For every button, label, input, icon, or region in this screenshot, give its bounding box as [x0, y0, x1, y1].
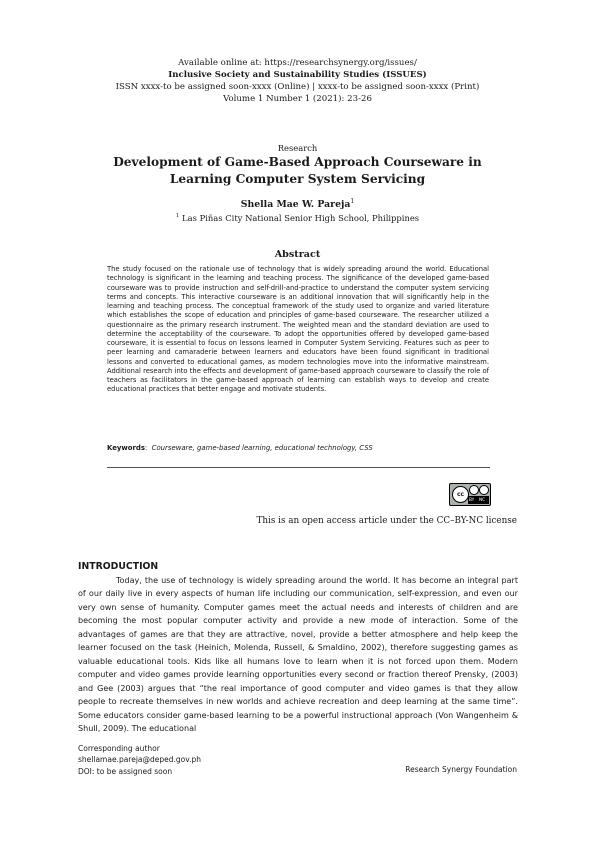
section-divider	[107, 467, 490, 468]
affiliation-superscript: 1	[175, 213, 180, 220]
journal-name: Inclusive Society and Sustainability Studies (ISSUES)	[168, 70, 427, 80]
affiliation-text: Las Piñas City National Senior High School, Philippines	[179, 213, 420, 223]
author-line	[0, 198, 595, 210]
introduction-paragraph: Today, the use of technology is widely spreading around the world. It has become an integral part of our daily live in every aspects of human life including our communication, self-expression, and even our very own sense of humanity. Computer games meet the actual needs and interests of children and are becoming the most popular computer activity and provide a new mode of interaction. Some of the advantages of games are that they are attractive, novel, provide a better atmosphere and help keep the learner focused on the task (Heinich, Molenda, Russell, & Smaldino, 2002), therefore suggesting games as valuable educational tools. Kids like all humans love to learn when it is not forced upon them. Modern computer and video games provide learning opportunities every second or fraction thereof Prensky, (2003) and Gee (2003) argues that “the real importance of good computer and video games is that they allow people to recreate themselves in new worlds and achieve recreation and deep learning at the same time”. Some educators consider game-based learning to be a powerful instructional approach (Von Wangenheim & Shull, 2009). The educational	[78, 576, 518, 733]
cc-license-badge[interactable]	[449, 483, 491, 506]
cc-icon: cc	[452, 486, 469, 503]
keywords-separator: :	[144, 444, 148, 452]
introduction-heading: INTRODUCTION	[78, 561, 159, 572]
abstract-heading: Abstract	[274, 249, 321, 260]
keywords-label: Keywords	[107, 444, 145, 452]
corresponding-author-label: Corresponding author	[78, 744, 160, 753]
article-title: Development of Game-Based Approach Courseware in Learning Computer System Servicing	[113, 155, 482, 186]
author-email[interactable]: shellamae.pareja@deped.gov.ph	[78, 755, 202, 765]
license-statement: This is an open access article under the CC–BY-NC license	[256, 516, 517, 526]
doi-line: DOI: to be assigned soon	[78, 766, 173, 776]
badge-by-label: BY	[469, 497, 475, 502]
article-category: Research	[277, 143, 318, 153]
publisher-name: Research Synergy Foundation	[405, 765, 517, 774]
abstract-text: The study focused on the rationale use of technology that is widely spreading around the world. Educational technology is significant in the learning and teaching process. The significance of the developed game-based courseware was to provide instruction and self-drill-and-practice to understand the computer system servicing terms and concepts. This interactive courseware is an additional innovation that will significantly help in the learning and teaching process. The conceptual framework of the study used to organize and varied literature which establishes the scope of education and principles of game-based courseware. The researcher utilized a questionnaire as the primary research instrument. The weighted mean and the standard deviation are used to determine the acceptability of the courseware. To adopt the opportunities offered by developed game-based courseware, it is essential to focus on lessons learned in Computer System Servicing. Features such as peer to peer learning and camaraderie between learners and educators have been found significant in traditional lessons and converted to educational games, as modern technologies move into the informative mainstream. Additional research into the effects and development of game-based approach courseware to classify the role of teachers as facilitators in the game-based approach of learning can establish ways to develop and create educational practices that better engage and motivate students.	[107, 265, 489, 394]
author-superscript: 1	[350, 198, 355, 205]
person-icon	[469, 485, 479, 495]
volume-line: Volume 1 Number 1 (2021): 23-26	[223, 94, 372, 104]
keywords-values: Courseware, game-based learning, educational technology, CSS	[151, 444, 373, 452]
issn-line: ISSN xxxx-to be assigned soon-xxxx (Online) | xxxx-to be assigned soon-xxxx (Print)	[115, 82, 480, 92]
affiliation-line	[0, 213, 595, 223]
no-commercial-icon	[479, 485, 489, 495]
keywords-line	[107, 444, 492, 452]
journal-header	[0, 57, 595, 105]
footer-contact	[78, 743, 201, 777]
badge-nc-label: NC	[479, 497, 486, 502]
availability-line[interactable]: Available online at: https://researchsynergy.org/issues/	[178, 58, 417, 68]
author-name: Shella Mae W. Pareja	[240, 199, 351, 211]
